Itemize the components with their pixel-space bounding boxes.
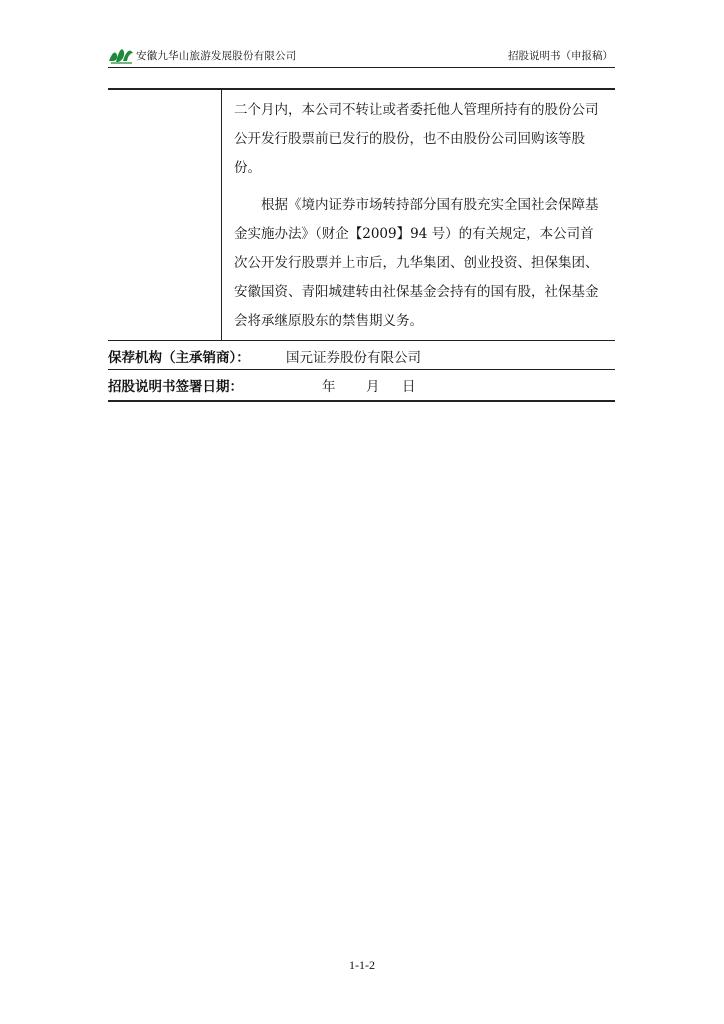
page-header: [108, 42, 615, 66]
month-unit: 月: [366, 379, 380, 395]
sponsor-label: 保荐机构（主承销商）：: [108, 350, 250, 366]
year-unit: 年: [322, 379, 336, 395]
table-bottom-border: [108, 400, 615, 402]
lockup-paragraph: 二个月内，本公司不转让或者委托他人管理所持有的股份公司公开发行股票前已发行的股份，也不由股份公司回购该等股份。: [234, 102, 599, 176]
lockup-row: [108, 90, 615, 340]
row-divider: [108, 340, 615, 341]
company-name: 安徽九华山旅游发展股份有限公司: [136, 50, 297, 62]
row-divider: [108, 369, 615, 370]
day-unit: 日: [402, 379, 416, 395]
document-title: 招股说明书（申报稿）: [508, 50, 613, 62]
social-security-transfer-paragraph: 根据《境内证券市场转持部分国有股充实全国社会保障基金实施办法》（财企【2009】94 号）的有关规定，本公司首次公开发行股票并上市后，九华集团、创业投资、担保集团、安徽国资、青阳城建转由社保基金会持有的国有股，社保基金会将承继原股东的禁售期义务。: [234, 197, 599, 329]
green-mountain-logo-icon: [108, 44, 134, 64]
signing-date-label: 招股说明书签署日期：: [108, 379, 243, 395]
page-number: 1-1-2: [349, 958, 375, 972]
column-divider: [221, 90, 222, 341]
lockup-commitment-text: [234, 96, 606, 336]
sponsor-value: 国元证券股份有限公司: [286, 350, 421, 366]
header-divider: [108, 67, 615, 68]
